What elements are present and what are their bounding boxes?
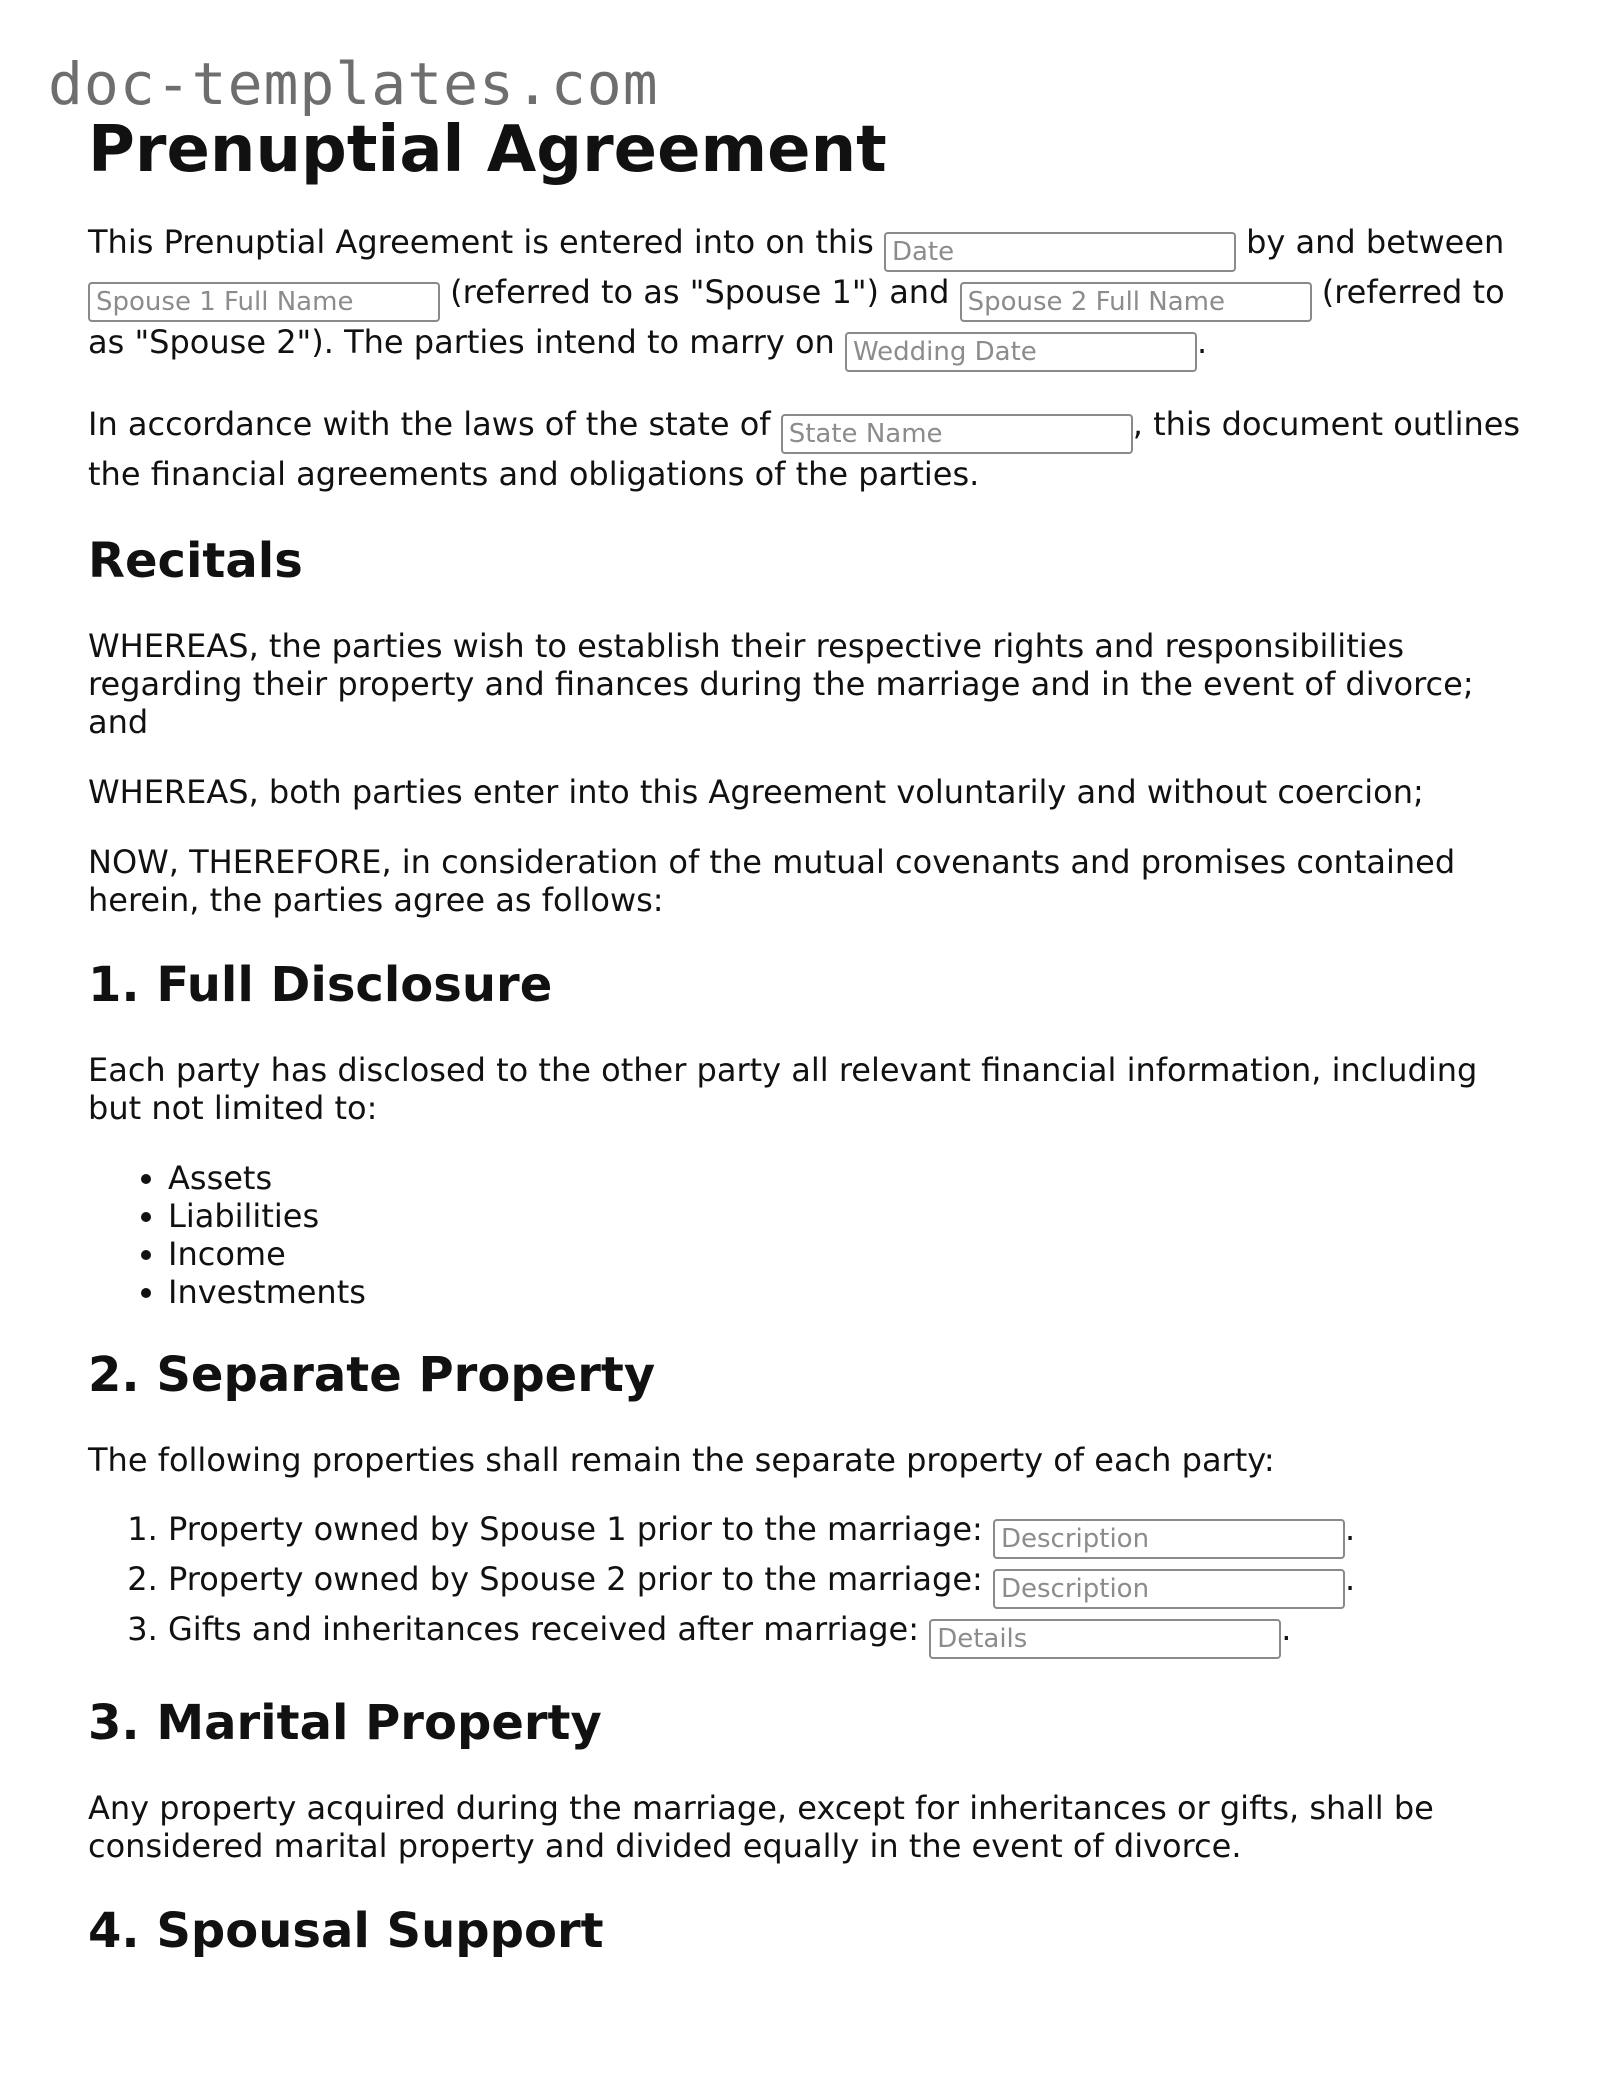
intro-text-5: . <box>1196 323 1208 361</box>
site-watermark: doc-templates.com <box>48 50 659 118</box>
state-text-1: In accordance with the laws of the state of <box>88 405 781 443</box>
list-item <box>168 1559 1528 1609</box>
intro-text-1: This Prenuptial Agreement is entered into on this <box>88 223 884 261</box>
spouse1-name-field[interactable] <box>88 282 440 322</box>
intro-paragraph <box>88 222 1528 372</box>
disclosure-paragraph: Each party has disclosed to the other party all relevant financial information, including but not limited to: <box>88 1051 1478 1127</box>
recitals-heading: Recitals <box>88 533 303 589</box>
date-field[interactable] <box>884 232 1236 272</box>
marital-property-heading: 3. Marital Property <box>88 1695 602 1751</box>
list-item: • Income <box>168 1235 1528 1273</box>
list-item: • Assets <box>168 1159 1528 1197</box>
list-item <box>168 1509 1528 1559</box>
disclosure-list <box>88 1159 1528 1311</box>
property-label: Property owned by Spouse 2 prior to the marriage: <box>168 1560 993 1598</box>
recital-paragraph-2: WHEREAS, both parties enter into this Agreement voluntarily and without coercion; <box>88 773 1424 811</box>
spouse1-property-field[interactable] <box>993 1519 1345 1559</box>
spousal-support-heading: 4. Spousal Support <box>88 1903 604 1959</box>
item-suffix: . <box>1344 1560 1356 1598</box>
state-text-2: , this document outlines the financial agreements and obligations of the parties. <box>88 405 1521 493</box>
intro-text-2: by and between <box>1235 223 1505 261</box>
marital-property-paragraph: Any property acquired during the marriage, except for inheritances or gifts, shall be considered marital property and divided equally in the event of divorce. <box>88 1789 1434 1865</box>
recital-paragraph-3: NOW, THEREFORE, in consideration of the mutual covenants and promises contained herein, the parties agree as follows: <box>88 843 1456 919</box>
property-label: Gifts and inheritances received after marriage: <box>168 1610 930 1648</box>
list-item <box>168 1609 1528 1659</box>
separate-property-heading: 2. Separate Property <box>88 1347 656 1403</box>
agreement-document <box>88 108 1528 1961</box>
property-label: Property owned by Spouse 1 prior to the marriage: <box>168 1510 993 1548</box>
list-item: • Liabilities <box>168 1197 1528 1235</box>
intro-text-3: (referred to as "Spouse 1") and <box>440 273 960 311</box>
item-suffix: . <box>1281 1610 1292 1648</box>
spouse2-property-field[interactable] <box>993 1569 1345 1609</box>
spouse2-name-field[interactable] <box>960 282 1312 322</box>
state-paragraph <box>88 404 1528 495</box>
item-suffix: . <box>1344 1510 1356 1548</box>
wedding-date-field[interactable] <box>845 332 1197 372</box>
disclosure-heading: 1. Full Disclosure <box>88 957 553 1013</box>
intro-text-4: (referred to as "Spouse 2"). The parties intend to marry on <box>88 273 1505 361</box>
list-item: • Investments <box>168 1273 1528 1311</box>
state-name-field[interactable] <box>781 414 1133 454</box>
document-title: Prenuptial Agreement <box>88 113 887 187</box>
gifts-details-field[interactable] <box>929 1619 1281 1659</box>
recital-paragraph-1: WHEREAS, the parties wish to establish their respective rights and responsibilities regarding their property and finances during the marriage and in the event of divorce; and <box>88 627 1474 741</box>
separate-property-paragraph: The following properties shall remain the separate property of each party: <box>88 1441 1275 1479</box>
separate-property-list <box>88 1509 1528 1659</box>
